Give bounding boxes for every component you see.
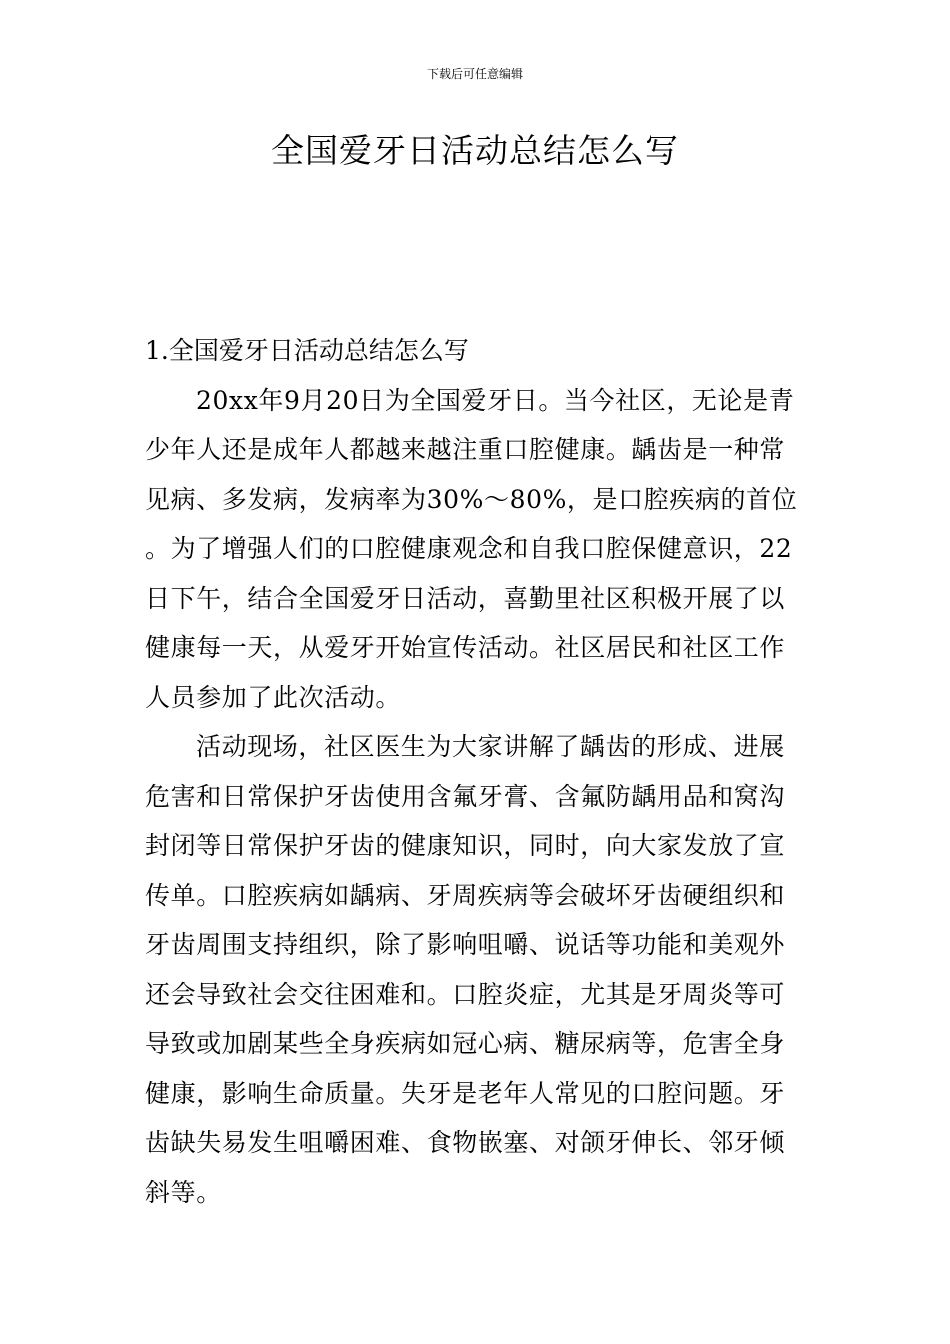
paragraph-2: 活动现场，社区医生为大家讲解了龋齿的形成、进展危害和日常保护牙齿使用含氟牙膏、含氟防龋用品和窝沟封闭等日常保护牙齿的健康知识，同时，向大家发放了宣传单。口腔疾病如龋病、牙周疾病等会破坏牙齿硬组织和牙齿周围支持组织，除了影响咀嚼、说话等功能和美观外还会导致社会交往困难和。口腔炎症，尤其是牙周炎等可导致或加剧某些全身疾病如冠心病、糖尿病等，危害全身健康，影响生命质量。失牙是老年人常见的口腔问题。牙齿缺失易发生咀嚼困难、食物嵌塞、对颌牙伸长、邻牙倾斜等。	[145, 732, 786, 1207]
document-body	[145, 326, 807, 1217]
document-title: 全国爱牙日活动总结怎么写	[271, 131, 679, 170]
section-heading: 1.全国爱牙日活动总结怎么写	[145, 336, 469, 365]
header-note: 下载后可任意编辑	[426, 67, 523, 81]
paragraph-1: 20xx年9月20日为全国爱牙日。当今社区，无论是青少年人还是成年人都越来越注重口腔健康。龋齿是一种常见病、多发病，发病率为30%～80%，是口腔疾病的首位。为了增强人们的口腔健康观念和自我口腔保健意识，22日下午，结合全国爱牙日活动，喜勤里社区积极开展了以健康每一天，从爱牙开始宣传活动。社区居民和社区工作人员参加了此次活动。	[145, 385, 798, 712]
